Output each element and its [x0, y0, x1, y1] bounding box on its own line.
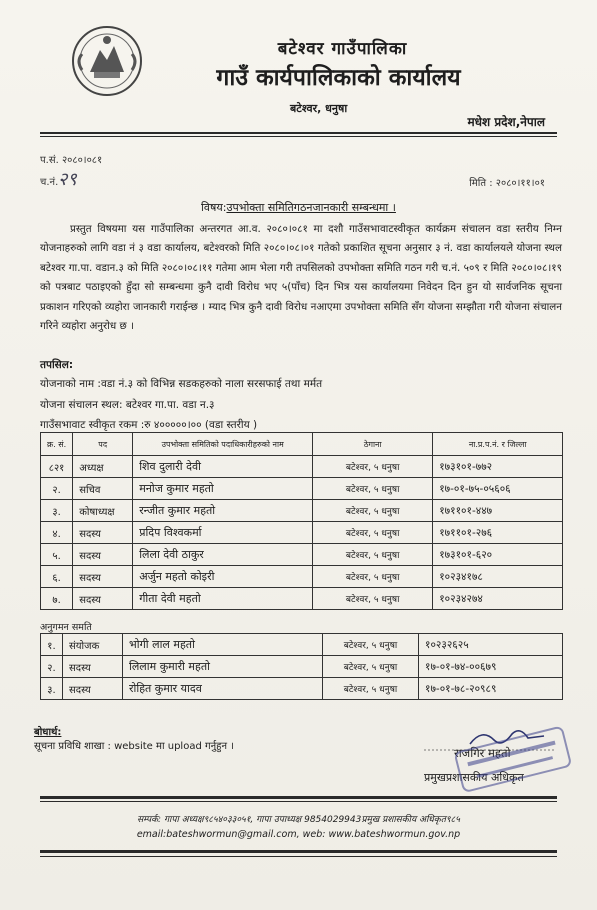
cell-sn: ३. [41, 678, 63, 700]
cell-citizenship: १७-०१-७५-०५६०६ [433, 478, 563, 500]
letter-date: मिति : २०८०।११।०१ [469, 178, 545, 189]
cc-heading: बोधार्थ: [34, 727, 62, 738]
cell-citizenship: १०२३४१७८ [433, 566, 563, 588]
office-name: गाउँ कार्यपालिकाको कार्यालय [216, 65, 461, 91]
letter-number: प.सं. २०८०।०८१ [40, 155, 103, 166]
cell-sn: ५. [41, 544, 73, 566]
cc-text: सूचना प्रविधि शाखा : website मा upload गर्नुहुन । [34, 741, 234, 752]
table-row [41, 478, 563, 500]
cell-post: सदस्य [63, 656, 123, 678]
cell-citizenship: १०२३२६२५ [419, 634, 563, 656]
committee-table [40, 432, 563, 610]
table-row [41, 656, 563, 678]
subject-prefix: विषय: [201, 201, 227, 214]
cell-name: मनोज कुमार महतो [133, 478, 313, 500]
monitoring-committee-title: अनुगमन समति [40, 622, 92, 633]
cell-sn: ७. [41, 588, 73, 610]
cell-name: प्रदिप विश्वकर्मा [133, 522, 313, 544]
body-paragraph: प्रस्तुत विषयमा यस गाउँपालिका अन्तरगत आ.व. २०८०।०८१ मा दशौ गाउँसभावाटस्वीकृत कार्यक्रम संचालन वडा स्तरीय निम्न योजनाहरुको लागि वडा नं ३ वडा कार्यालय, बटेश्वरको मिति २०८०।०८।०१ गतेको प्रकाशित सूचना अनुसार ३ नं. वडा कार्यालयले योजना स्थल बटेश्वर गा.पा. वडान.३ को मिति २०८०।०८।११ गतेमा आम भेला गरी तपसिलको उपभोक्ता समिति गठन गरी च.नं. ५०९ र मिति २०८०।०८।१९ को पत्रबाट पठाइएको हुँदा सो सम्बन्धमा कुनै दावी विरोध भए ५(पाँच) दिन भित्र यस कार्यालयमा निवेदन दिन हुन यो सार्वजनिक सूचना प्रकाशन गरिएको व्यहोरा जानकारी गराईन्छ । म्याद भित्र कुनै दावी विरोध नआएमा उपभोक्ता समिति सँग योजना सम्झौता गरी योजना संचालन गरिने व्यहोरा अनुरोध छ । [40, 223, 562, 333]
col-header-sn: क्र. सं. [41, 433, 73, 456]
cell-sn: ६. [41, 566, 73, 588]
cell-name: लिलाम कुमारी महतो [123, 656, 323, 678]
footer-divider-bottom [40, 850, 557, 853]
cell-sn: २. [41, 478, 73, 500]
table-row [41, 522, 563, 544]
cell-post: सदस्य [73, 588, 133, 610]
footer-contact: सम्पर्क: गापा अध्यक्ष९८५४०३३०५१, गापा उपाध्यक्ष 9854029943प्रमुख प्रशासकीय अधिकृत९८५ [137, 815, 460, 825]
col-header-name: उपभोक्ता समितिको पदाधिकारीहरुको नाम [133, 433, 313, 456]
cell-post: संयोजक [63, 634, 123, 656]
cell-address: बटेश्वर, ५ धनुषा [313, 478, 433, 500]
monitoring-table [40, 633, 563, 700]
cell-citizenship: १७-०१-७४-००६७९ [419, 656, 563, 678]
table-row [41, 634, 563, 656]
table-row [41, 500, 563, 522]
cell-sn: ८२१ [41, 456, 73, 478]
subject-text: उपभोक्ता समितिगठनजानकारी सम्बन्धमा । [226, 201, 396, 214]
cell-sn: ४. [41, 522, 73, 544]
cell-name: लिला देवी ठाकुर [133, 544, 313, 566]
cell-address: बटेश्वर, ५ धनुषा [313, 566, 433, 588]
cell-name: गीता देवी महतो [133, 588, 313, 610]
footer-divider-bottom-thin [40, 856, 557, 857]
col-header-address: ठेगाना [313, 433, 433, 456]
project-site: योजना संचालन स्थल: बटेश्वर गा.पा. वडा न.३ [40, 399, 215, 411]
cell-address: बटेश्वर, ५ धनुषा [323, 678, 419, 700]
cell-name: शिव दुलारी देवी [133, 456, 313, 478]
table-row [41, 544, 563, 566]
cell-name: रन्जीत कुमार महतो [133, 500, 313, 522]
table-row [41, 588, 563, 610]
cell-post: सदस्य [73, 566, 133, 588]
cell-address: बटेश्वर, ५ धनुषा [313, 522, 433, 544]
province-name: मधेश प्रदेश,नेपाल [467, 115, 545, 129]
cell-post: कोषाध्यक्ष [73, 500, 133, 522]
cell-address: बटेश्वर, ५ धनुषा [313, 544, 433, 566]
footer-divider-top [40, 796, 557, 799]
cell-citizenship: १०२३४२७४ [433, 588, 563, 610]
project-name: योजनाको नाम :वडा नं.३ को विभिन्न सडकहरुको नाला सरसफाई तथा मर्मत [40, 378, 323, 390]
cell-post: सदस्य [73, 544, 133, 566]
cell-citizenship: १७११०१-४४७ [433, 500, 563, 522]
footer-web: email:bateshwormun@gmail.com, web: www.bateshwormun.gov.np [136, 829, 461, 840]
header-divider-thin [40, 136, 557, 137]
cell-address: बटेश्वर, ५ धनुषा [313, 588, 433, 610]
cell-name: भोगी लाल महतो [123, 634, 323, 656]
table-row [41, 566, 563, 588]
cell-citizenship: १७३१०१-६२० [433, 544, 563, 566]
cell-name: अर्जुन महतो कोइरी [133, 566, 313, 588]
cell-address: बटेश्वर, ५ धनुषा [313, 500, 433, 522]
footer-divider-top-thin [40, 801, 557, 802]
details-heading: तपसिल: [40, 359, 74, 371]
table-row [41, 456, 563, 478]
cell-address: बटेश्वर, ५ धनुषा [323, 634, 419, 656]
office-place: बटेश्वर, धनुषा [290, 102, 348, 115]
cell-sn: २. [41, 656, 63, 678]
cell-post: सचिव [73, 478, 133, 500]
table-header-row [41, 433, 563, 456]
cell-post: सदस्य [73, 522, 133, 544]
cell-address: बटेश्वर, ५ धनुषा [323, 656, 419, 678]
col-header-citizenship: ना.प्र.प.नं. र जिल्ला [433, 433, 563, 456]
header-divider [40, 132, 557, 134]
cell-sn: ३. [41, 500, 73, 522]
dispatch-number-handwritten: २९ [58, 169, 77, 190]
approved-amount: गाउँसभावाट स्वीकृत रकम :रु ४०००००।०० (वडा स्तरीय ) [40, 419, 258, 431]
cell-citizenship: १७३१०१-७७२ [433, 456, 563, 478]
cell-post: सदस्य [63, 678, 123, 700]
dispatch-number-label: च.नं. [40, 177, 59, 188]
col-header-post: पद [73, 433, 133, 456]
cell-address: बटेश्वर, ५ धनुषा [313, 456, 433, 478]
cell-name: रोहित कुमार यादव [123, 678, 323, 700]
table-row [41, 678, 563, 700]
cell-citizenship: १७-०१-७८-२०९८९ [419, 678, 563, 700]
municipality-name: बटेश्वर गाउँपालिका [277, 39, 408, 59]
cell-post: अध्यक्ष [73, 456, 133, 478]
signatory-title: प्रमुखप्रशासकीय अधिकृत [424, 771, 524, 784]
cell-citizenship: १७११०१-२७६ [433, 522, 563, 544]
cell-sn: १. [41, 634, 63, 656]
signatory-name: राजगिर महतो [454, 746, 511, 760]
subject-line [0, 200, 597, 215]
official-seal-icon [440, 724, 580, 796]
